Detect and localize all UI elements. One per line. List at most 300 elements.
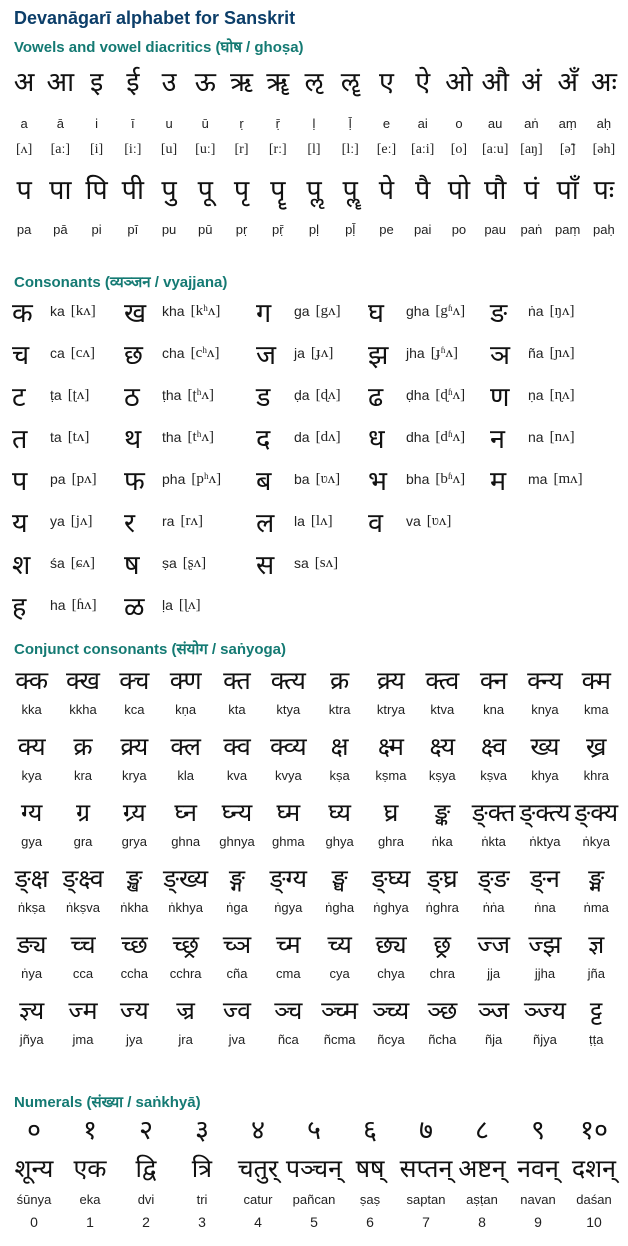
conjunct-latin: kka	[21, 702, 42, 717]
vowel-ipa: [lː]	[341, 142, 359, 157]
consonant-ipa: [ʂʌ]	[182, 554, 207, 571]
conjunct-letter: च्ञ	[222, 930, 252, 959]
numeral-arabic: 0	[30, 1214, 38, 1230]
diacritic-letter: पै	[415, 175, 431, 206]
conjunct-latin: ghna	[171, 834, 201, 849]
consonant-latin: pa	[50, 471, 66, 487]
consonant-entry	[490, 332, 575, 374]
consonant-row	[12, 290, 622, 332]
vowel-letter: अं	[521, 67, 542, 98]
consonant-latin: ṇa	[528, 387, 544, 403]
conjunct-letter: घ्म	[276, 798, 301, 827]
consonant-ipa: [ɖʱʌ]	[435, 386, 466, 403]
consonant-ipa: [jʌ]	[70, 512, 93, 529]
consonant-entry	[124, 458, 221, 500]
numeral-latin: tri	[196, 1192, 208, 1207]
consonant-latin: bha	[406, 471, 430, 487]
vowel-ipa: [aŋ]	[520, 142, 543, 157]
vowel-ipa: [aːi]	[411, 142, 435, 157]
vowel-letter: आ	[46, 67, 75, 98]
conjunct-latin: ghya	[325, 834, 354, 849]
consonant-entry	[256, 290, 341, 332]
conjunct-latin: khya	[531, 768, 559, 783]
numeral-digit: १	[82, 1115, 98, 1146]
diacritic-letter: पृ	[233, 175, 250, 206]
conjunct-letter: क्ष	[330, 732, 349, 761]
vowel-ipa: [aːu]	[481, 142, 509, 157]
conjunct-latin: gra	[73, 834, 93, 849]
conjunct-letter: ङ्क्य	[574, 798, 619, 827]
consonant-entry	[124, 542, 206, 584]
diacritic-latin: pā	[53, 222, 68, 237]
conjunct-latin: ñcha	[428, 1032, 457, 1047]
conjunct-latin: ṅma	[583, 900, 609, 915]
conjunct-letter: च्य	[327, 930, 352, 959]
consonant-entry	[124, 584, 201, 626]
conjunct-letter: क्म	[581, 666, 611, 695]
conjunct-letters-row	[6, 796, 622, 830]
conjunct-latin: ṅktya	[529, 834, 561, 849]
consonant-entry	[12, 332, 95, 374]
conjunct-latin: ṅga	[226, 900, 248, 915]
consonant-letter: ण	[490, 381, 510, 413]
consonants-grid	[12, 290, 622, 626]
consonant-row	[12, 416, 622, 458]
consonant-letter: ष	[124, 549, 140, 581]
conjunct-letter: छ्य	[375, 930, 407, 959]
section-heading-numerals: Numerals (संख्या / saṅkhyā)	[14, 1094, 201, 1111]
consonant-entry	[124, 500, 203, 542]
conjunct-letter: क्र	[330, 666, 350, 695]
conjunct-letter: ङ्ङ	[477, 864, 510, 893]
conjunct-letter: क्ष्म	[377, 732, 404, 761]
vowel-ipa: [u]	[160, 142, 178, 157]
vowel-letter: ए	[378, 67, 394, 98]
consonant-ipa: [kʰʌ]	[190, 302, 221, 319]
conjunct-latin: jva	[228, 1032, 246, 1047]
numeral-arabic: 2	[142, 1214, 150, 1230]
conjunct-latin: kvya	[274, 768, 302, 783]
diacritic-letters-row	[6, 174, 622, 208]
consonant-latin: pha	[162, 471, 186, 487]
consonant-letter: श	[12, 549, 31, 581]
conjunct-letter: ञ्ज	[478, 996, 510, 1025]
conjunct-latin: kra	[73, 768, 93, 783]
numeral-word: पञ्चन्	[285, 1154, 343, 1183]
conjunct-latin: jja	[487, 966, 501, 981]
numeral-digit: १०	[579, 1115, 609, 1146]
conjunct-latin: jra	[178, 1032, 193, 1047]
page-title: Devanāgarī alphabet for Sanskrit	[14, 8, 296, 28]
conjunct-latin: jña	[587, 966, 605, 981]
consonant-letter: भ	[368, 465, 387, 497]
consonant-letter: ल	[256, 507, 275, 539]
conjunct-latin: kṣma	[375, 768, 407, 783]
diacritic-letter: पु	[161, 175, 177, 206]
conjunct-latin: ṅgha	[325, 900, 355, 915]
diacritic-letter: पे	[378, 175, 395, 206]
numeral-digit: ४	[250, 1115, 266, 1146]
consonant-letter: छ	[124, 339, 143, 371]
conjunct-latin: chra	[429, 966, 455, 981]
consonant-entry	[12, 290, 96, 332]
conjunct-letter: ञ्च	[274, 996, 303, 1025]
consonant-row	[12, 542, 622, 584]
consonant-entry	[256, 500, 333, 542]
diacritic-latin: pa	[16, 222, 32, 237]
diacritic-letter: पॢ	[306, 175, 322, 206]
consonant-ipa: [ɳʌ]	[549, 386, 575, 403]
conjunct-letter: ज्य	[119, 996, 149, 1025]
conjunct-letter: क्न्य	[527, 666, 563, 695]
vowel-latin: au	[487, 116, 503, 131]
conjunct-latin: ghra	[377, 834, 404, 849]
conjunct-letter: घ्य	[328, 798, 352, 827]
vowel-ipa: [ʌ]	[15, 142, 33, 157]
vowel-latin-row	[6, 114, 622, 134]
vowel-letter: ॠ	[266, 67, 290, 98]
consonant-letter: थ	[124, 423, 142, 455]
consonant-latin: dha	[406, 429, 430, 445]
consonant-ipa: [ɕʌ]	[70, 554, 95, 571]
vowel-latin: e	[382, 116, 391, 131]
conjunct-letter: ज्र	[176, 996, 195, 1025]
conjunct-latin: ṅghya	[373, 900, 409, 915]
consonant-ipa: [tʌ]	[67, 428, 90, 445]
conjunct-letter: क्ल	[170, 732, 201, 761]
conjunct-letters-row	[6, 730, 622, 764]
conjunct-letter: क्ष्य	[429, 732, 456, 761]
conjunct-latin: chya	[377, 966, 405, 981]
consonant-entry	[368, 458, 465, 500]
consonant-ipa: [ʈʰʌ]	[187, 386, 214, 403]
diacritic-latin: paṅ	[520, 222, 543, 237]
diacritic-letter: पू	[197, 175, 213, 206]
consonant-letter: ढ	[368, 381, 384, 413]
consonant-ipa: [ɟʌ]	[310, 344, 334, 361]
conjunct-letter: घ्न्य	[221, 798, 253, 827]
vowel-letters-row	[6, 66, 622, 100]
consonant-ipa: [ŋʌ]	[549, 302, 575, 319]
consonant-latin: ra	[162, 513, 175, 529]
consonant-row	[12, 332, 622, 374]
conjunct-latin-row	[6, 964, 622, 984]
vowel-latin: aṅ	[524, 116, 539, 131]
vowel-latin: ṝ	[275, 116, 280, 131]
conjunct-letter: ज्ञ्य	[19, 996, 45, 1025]
conjunct-latin: cca	[72, 966, 94, 981]
diacritic-latin: pū	[198, 222, 213, 237]
consonant-letter: ङ	[490, 297, 508, 329]
consonant-latin: na	[528, 429, 544, 445]
consonant-letter: ध	[368, 423, 385, 455]
diacritic-letter: पौ	[483, 175, 507, 206]
consonant-latin: ḍha	[406, 387, 430, 403]
vowel-letter: अः	[590, 67, 617, 98]
vowel-ipa: [iː]	[124, 142, 142, 157]
conjunct-letter: ङ्क्ष्व	[62, 864, 104, 893]
consonant-letter: ठ	[124, 381, 140, 413]
consonant-entry	[12, 458, 97, 500]
consonant-latin: la	[294, 513, 305, 529]
conjunct-latin: ktva	[430, 702, 455, 717]
diacritic-letter: पॄ	[270, 175, 286, 206]
conjunct-letters-row	[6, 664, 622, 698]
consonant-latin: jha	[406, 345, 425, 361]
conjunct-latin-row	[6, 1030, 622, 1050]
conjunct-letter: ञ्च्म	[321, 996, 359, 1025]
vowels-grid	[6, 66, 622, 240]
numeral-words-row	[6, 1152, 622, 1186]
conjunct-letter: घ्न	[174, 798, 197, 827]
consonant-letter: ख	[124, 297, 147, 329]
consonant-letter: घ	[368, 297, 384, 329]
conjunct-latin: kṣva	[480, 768, 507, 783]
vowel-latin: aṃ	[558, 116, 577, 131]
conjunct-latin: cma	[276, 966, 301, 981]
conjunct-latin: ghnya	[219, 834, 255, 849]
consonant-entry	[490, 416, 575, 458]
conjunct-letter: ङ्न	[530, 864, 560, 893]
numeral-word: दशन्	[571, 1154, 617, 1183]
diacritic-letter: पो	[447, 175, 471, 206]
vowel-latin: ḹ	[348, 116, 352, 131]
conjunct-letter: क्ण	[169, 666, 202, 695]
numeral-word: शून्य	[14, 1154, 54, 1183]
diacritic-latin: pu	[161, 222, 177, 237]
conjunct-latin: kva	[226, 768, 248, 783]
section-heading-vowels: Vowels and vowel diacritics (घोष / ghoṣa)	[14, 39, 304, 56]
diacritic-letter: पं	[523, 175, 540, 206]
consonant-ipa: [ɦʌ]	[71, 596, 97, 613]
numeral-digits-row	[6, 1114, 622, 1148]
numeral-latin-row	[6, 1190, 622, 1210]
numeral-word: नवन्	[517, 1154, 559, 1183]
numeral-arabic: 3	[198, 1214, 206, 1230]
conjunct-latin: knya	[531, 702, 559, 717]
consonant-entry	[12, 584, 97, 626]
numeral-arabic: 8	[478, 1214, 486, 1230]
conjunct-letter: ग्र्य	[122, 798, 146, 827]
conjunct-letter: च्च	[70, 930, 96, 959]
consonant-entry	[490, 458, 583, 500]
vowel-latin: aḥ	[596, 116, 612, 131]
consonant-letter: व	[368, 507, 384, 539]
conjunct-latin: ktya	[276, 702, 301, 717]
conjunct-latin: kca	[124, 702, 145, 717]
consonant-latin: ṭha	[162, 387, 182, 403]
consonant-letter: फ	[124, 465, 145, 497]
numeral-digit: ६	[362, 1115, 378, 1146]
diacritic-latin: pi	[91, 222, 102, 237]
conjunct-letter: क्क	[15, 666, 49, 695]
vowel-letter: ऌ	[304, 67, 324, 98]
conjunct-letter: क्त	[223, 666, 251, 695]
conjunct-latin: kṣya	[428, 768, 456, 783]
conjunct-letter: ज्व	[222, 996, 252, 1025]
diacritic-letter: पा	[49, 175, 72, 206]
consonant-latin: sa	[294, 555, 309, 571]
vowel-latin: a	[20, 116, 28, 131]
conjunct-letter: ङ्ख्य	[163, 864, 209, 893]
consonant-ipa: [bʱʌ]	[435, 470, 466, 487]
conjunct-latin: cchra	[169, 966, 202, 981]
consonant-latin: tha	[162, 429, 182, 445]
vowel-latin: u	[165, 116, 173, 131]
consonant-letter: झ	[368, 339, 389, 371]
conjunct-latin: ṅkta	[481, 834, 506, 849]
consonant-ipa: [ʈʌ]	[67, 386, 90, 403]
conjunct-latin: ṅya	[21, 966, 43, 981]
diacritic-letter: पॣ	[342, 175, 358, 206]
conjunct-latin: kta	[228, 702, 246, 717]
conjunct-letter: घ्र	[383, 798, 399, 827]
section-heading-conjuncts: Conjunct consonants (संयोग / saṅyoga)	[14, 641, 287, 658]
conjunct-latin: ṅkṣa	[17, 900, 46, 915]
consonant-letter: प	[12, 465, 28, 497]
consonant-ipa: [gʌ]	[315, 302, 341, 319]
conjunct-letter: ज्ञ	[588, 930, 605, 959]
consonant-entry	[256, 374, 341, 416]
vowel-letter: उ	[161, 67, 177, 98]
vowel-ipa: [eː]	[376, 142, 397, 157]
consonant-latin: ña	[528, 345, 544, 361]
vowel-letter: ऋ	[230, 67, 254, 98]
conjunct-latin: ñja	[484, 1032, 503, 1047]
conjunct-letter: ङ्क	[434, 798, 451, 827]
consonant-latin: ja	[294, 345, 305, 361]
consonant-ipa: [rʌ]	[180, 512, 203, 529]
consonant-ipa: [ʋʌ]	[426, 512, 452, 529]
consonant-ipa: [pʌ]	[71, 470, 97, 487]
conjunct-latin-row	[6, 832, 622, 852]
numeral-latin: ṣaṣ	[359, 1192, 381, 1207]
diacritic-latin: paḥ	[593, 222, 615, 237]
consonant-letter: ज	[256, 339, 277, 371]
conjunct-letter: ङ्क्त	[471, 798, 516, 827]
consonant-entry	[124, 332, 220, 374]
diacritic-latin: po	[451, 222, 467, 237]
diacritic-letter: पी	[121, 175, 144, 206]
conjunct-letter: क्च	[119, 666, 150, 695]
conjunct-letter: ञ्च्य	[372, 996, 410, 1025]
conjunct-letter: ख्र	[586, 732, 607, 761]
diacritic-letter: पः	[593, 175, 615, 206]
consonant-letter: ड	[256, 381, 271, 413]
conjunct-latin: ñjya	[533, 1032, 557, 1047]
numeral-arabic: 1	[86, 1214, 94, 1230]
vowel-letter: अँ	[557, 67, 578, 98]
consonant-letter: ट	[12, 381, 26, 413]
numeral-latin: catur	[243, 1192, 273, 1207]
consonant-entry	[490, 290, 575, 332]
conjunct-latin: kna	[483, 702, 505, 717]
consonant-letter: त	[12, 423, 28, 455]
consonant-latin: ya	[50, 513, 65, 529]
diacritic-latin: paṃ	[554, 222, 581, 237]
consonant-ipa: [cʰʌ]	[190, 344, 220, 361]
consonant-latin: ga	[294, 303, 310, 319]
conjunct-letter: क्ख	[66, 666, 100, 695]
conjunct-letter: ङ्घ्य	[371, 864, 411, 893]
diacritic-latin: pḷ	[308, 222, 320, 237]
numeral-digit: ८	[474, 1115, 490, 1146]
conjunct-letter: क्ष्व	[480, 732, 507, 761]
vowel-latin: i	[95, 116, 99, 131]
conjunct-letter: क्व्य	[269, 732, 307, 761]
consonant-latin: ṣa	[162, 555, 177, 571]
diacritic-latin: pī	[127, 222, 139, 237]
conjunct-latin: jma	[72, 1032, 94, 1047]
consonant-ipa: [nʌ]	[549, 428, 575, 445]
numeral-latin: aṣṭan	[466, 1192, 498, 1207]
consonant-row	[12, 374, 622, 416]
conjunct-letter: ञ्छ	[427, 996, 458, 1025]
diacritic-latin: pai	[414, 222, 432, 237]
numeral-arabic: 7	[422, 1214, 430, 1230]
vowel-ipa: [aː]	[50, 142, 71, 157]
vowel-latin: ū	[201, 116, 209, 131]
numeral-digit: २	[138, 1115, 154, 1146]
numeral-arabic: 6	[366, 1214, 374, 1230]
numeral-word: एक	[73, 1154, 107, 1183]
consonant-entry	[256, 332, 333, 374]
conjunct-latin: ṅgya	[274, 900, 303, 915]
numeral-arabic: 5	[310, 1214, 318, 1230]
vowel-latin: o	[455, 116, 463, 131]
conjunct-latin: kma	[583, 702, 609, 717]
conjunct-latin: ccha	[120, 966, 149, 981]
consonant-letter: न	[490, 423, 505, 455]
conjunct-letter: क्त्य	[270, 666, 306, 695]
vowel-ipa: [o]	[450, 142, 468, 157]
consonant-entry	[124, 290, 220, 332]
consonant-entry	[124, 416, 214, 458]
conjunct-letter: च्म	[275, 930, 301, 959]
consonant-ipa: [tʰʌ]	[187, 428, 214, 445]
vowel-ipa: [əh]	[592, 142, 616, 157]
numeral-digit: ७	[418, 1115, 434, 1146]
diacritic-latin: pau	[484, 222, 507, 237]
vowel-letter: इ	[89, 67, 104, 98]
conjunct-letter: ङ्ख	[126, 864, 143, 893]
consonant-letter: ग	[256, 297, 272, 329]
conjunct-letter: क्न	[479, 666, 508, 695]
diacritic-latin: pṛ	[235, 222, 248, 237]
consonant-ipa: [ɲʌ]	[549, 344, 575, 361]
consonant-letter: द	[256, 423, 271, 455]
conjunct-latin: gya	[21, 834, 43, 849]
conjunct-latin: ghma	[272, 834, 305, 849]
consonant-entry	[368, 290, 465, 332]
consonant-entry	[12, 500, 92, 542]
consonant-entry	[124, 374, 214, 416]
consonant-entry	[368, 374, 465, 416]
conjunct-letter: छ्र	[433, 930, 452, 959]
conjunct-latin: kṇa	[175, 702, 197, 717]
numeral-latin: eka	[79, 1192, 101, 1207]
diacritic-letter: पाँ	[556, 175, 579, 206]
conjunct-latin: ktra	[328, 702, 351, 717]
conjunct-latin: ṅkya	[582, 834, 610, 849]
vowel-letter: ऐ	[415, 67, 431, 98]
conjunct-latin: ṅkha	[120, 900, 149, 915]
vowel-letter: ओ	[445, 67, 473, 98]
consonant-row	[12, 584, 622, 626]
consonant-ipa: [pʰʌ]	[191, 470, 222, 487]
conjunct-letter: क्र्य	[377, 666, 405, 695]
conjunct-letter: ज्झ	[528, 930, 562, 959]
